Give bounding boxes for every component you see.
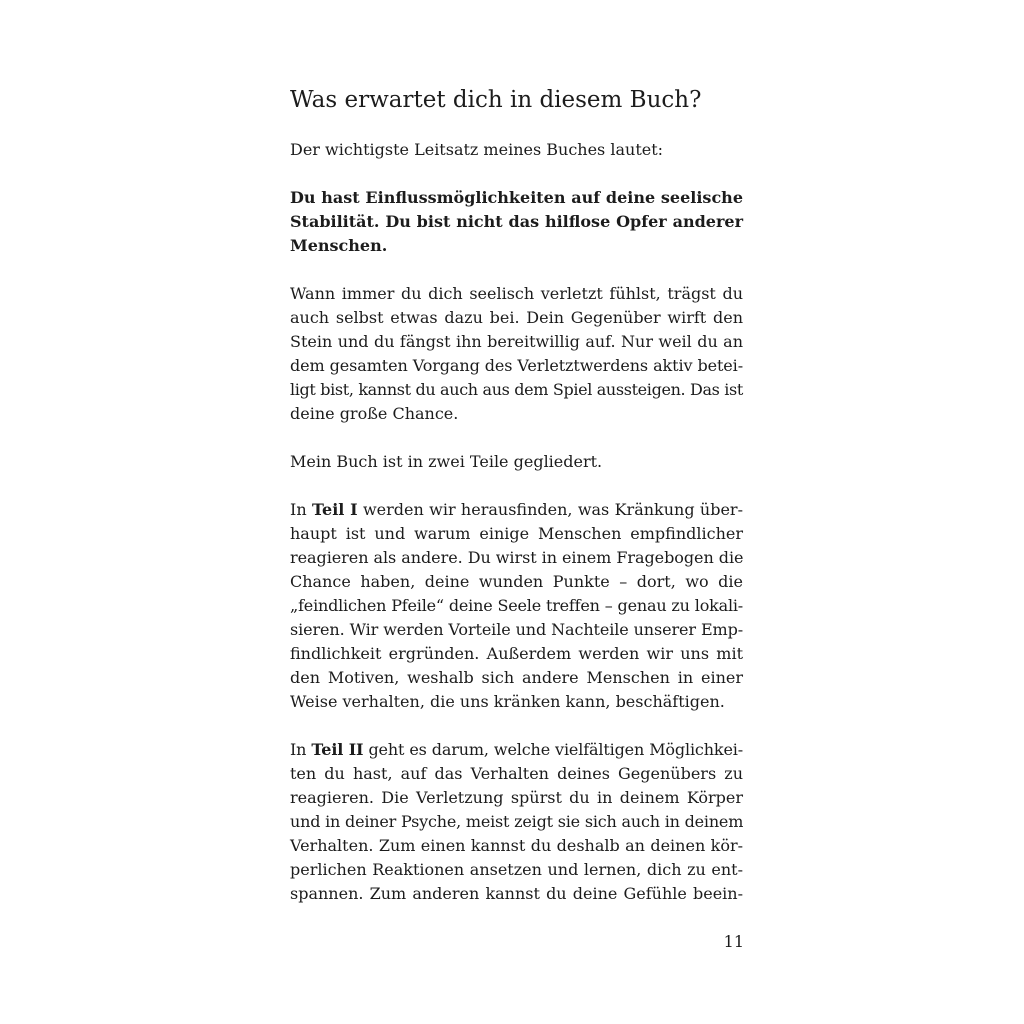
line-rest: geht es darum, welche vielfältigen Möglichkei- [363,740,743,759]
text-line: dem gesamten Vorgang des Verletztwerdens aktiv betei- [290,356,743,375]
text-line: spannen. Zum anderen kannst du deine Gefühle beein- [290,884,743,903]
body-text [290,138,743,930]
text-line: Menschen. [290,236,388,255]
paragraph-part-one [290,498,743,714]
line-rest: werden wir herausfinden, was Kränkung über- [357,500,743,519]
text-line [290,498,743,522]
part-one-label: Teil I [311,500,358,519]
text-line: haupt ist und warum einige Menschen empfindlicher [290,524,743,543]
text-line: Stabilität. Du bist nicht das hilflose Opfer anderer [290,212,743,231]
paragraph-guiding-principle [290,186,743,258]
text-line: Mein Buch ist in zwei Teile gegliedert. [290,452,603,471]
text-line: „feindlichen Pfeile“ deine Seele treffen – genau zu lokali- [290,596,743,615]
text-line [290,738,743,762]
text-line: Chance haben, deine wunden Punkte – dort, wo die [290,572,743,591]
part-two-label: Teil II [311,740,364,759]
text-line: ligt bist, kannst du auch aus dem Spiel aussteigen. Das ist [290,380,743,399]
text-line: sieren. Wir werden Vorteile und Nachteile unserer Emp- [290,620,744,639]
text-line: Stein und du fängst ihn bereitwillig auf. Nur weil du an [290,332,743,351]
line-lead: In [290,500,312,519]
page-number: 11 [723,932,744,951]
text-line: Weise verhalten, die uns kränken kann, beschäftigen. [290,692,725,711]
chapter-heading: Was erwartet dich in diesem Buch? [290,87,702,113]
paragraph-structure [290,450,743,474]
text-line: auch selbst etwas dazu bei. Dein Gegenüber wirft den [290,308,743,327]
text-line: reagieren. Die Verletzung spürst du in deinem Körper [290,788,743,807]
line-lead: In [290,740,312,759]
text-line: ten du hast, auf das Verhalten deines Gegenübers zu [290,764,743,783]
paragraph-self-contribution [290,282,743,426]
paragraph-intro [290,138,743,162]
text-line: reagieren als andere. Du wirst in einem Fragebogen die [290,548,744,567]
text-line: und in deiner Psyche, meist zeigt sie sich auch in deinem [290,812,744,831]
text-line: Verhalten. Zum einen kannst du deshalb an deinen kör- [290,836,743,855]
text-line: perlichen Reaktionen ansetzen und lernen, dich zu ent- [290,860,743,879]
paragraph-part-two [290,738,743,906]
text-line: Der wichtigste Leitsatz meines Buches lautet: [290,140,664,159]
text-line: deine große Chance. [290,404,459,423]
text-line: findlichkeit ergründen. Außerdem werden wir uns mit [290,644,743,663]
text-line: Wann immer du dich seelisch verletzt fühlst, trägst du [290,284,743,303]
text-line: den Motiven, weshalb sich andere Menschen in einer [290,668,743,687]
text-line: Du hast Einflussmöglichkeiten auf deine seelische [290,188,743,207]
